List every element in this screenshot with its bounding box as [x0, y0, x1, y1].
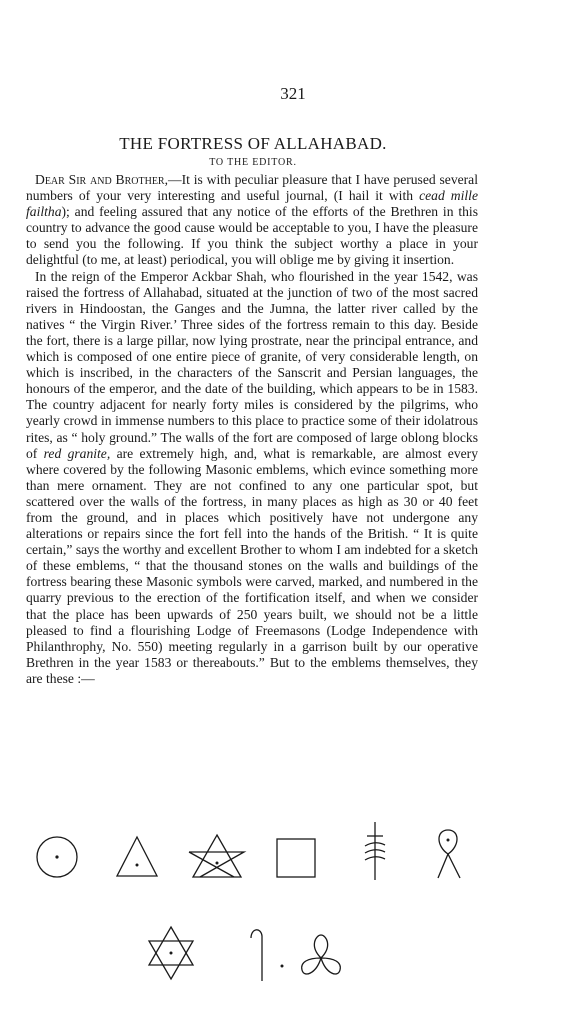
hook-mark-icon [246, 924, 270, 984]
article-body [26, 172, 478, 687]
barred-staff-icon [360, 820, 390, 882]
article-title: THE FORTRESS OF ALLAHABAD. [119, 134, 387, 153]
article-subtitle: TO THE EDITOR. [209, 157, 297, 168]
triangle-with-point-icon [114, 834, 160, 880]
paragraph-2-italic: red granite, [43, 445, 111, 461]
square-icon [274, 836, 318, 880]
masonic-emblems [0, 820, 586, 1010]
paragraph-2 [26, 269, 478, 687]
small-point-icon [278, 962, 286, 970]
paragraph-2-text-b: are extremely high, and, what is remarkable, are almost every where covered by the following Masonic emblems, which evince something more than mere ornament. They are not confined to any one particular spot, but scattered over the walls of the fortress, in many places as high as 30 or 40 feet from the ground, and in places which positively have not undergone any alterations or repairs since the fort fell into the hands of the British. “ It is quite certain,” says the worthy and excellent Brother to whom I am indebted for a sketch of these emblems, “ that the thousand stones on the walls and buildings of the fortress bearing these Masonic symbols were carved, marked, and numbered in the quarry previous to the erection of the fortification itself, and when we consider that the place has been upwards of 250 years built, we should not be a little pleased to find a flourishing Lodge of Freemasons (Lodge Independence with Philanthrophy, No. 550) meeting regularly in a garrison built by our operative Brethren in the year 1583 or thereabouts.” But to the emblems themselves, they are these :— [26, 445, 478, 686]
salutation: Dear Sir and Brother, [35, 172, 168, 187]
paragraph-2-text-a: In the reign of the Emperor Ackbar Shah, who flourished in the year 1542, was raised the fortress of Allahabad, situated at the junction of two of the most sacred rivers in Hindoostan, the Ganges and the Jumna, the latter river called by the natives “ the Virgin River.’ Three sides of the fortress remain to this day. Beside the fort, there is a large pillar, now lying prostrate, near the principal entrance, and which is composed of one entire piece of granite, of very considerable length, on which is inscribed, in the characters of the Sanscrit and Persian languages, the honours of the emperor, and the date of the building, which appears to be in 1583. The country adjacent for nearly forty miles is considered by the pilgrims, who yearly crowd in immense numbers to this place to practice some of their idolatrous rites, as “ holy ground.” The walls of the fort are composed of large oblong blocks of [26, 268, 478, 461]
paragraph-1-text-a: —It is with peculiar pleasure that I have perused several numbers of your very interesting and useful journal, (I hail it with [26, 172, 478, 204]
page-number: 321 [280, 84, 306, 103]
looped-cord-icon [430, 824, 466, 882]
paragraph-1-text-b: ); and feeling assured that any notice of the efforts of the Brethren in this country to advance the good cause would be acceptable to you, I have the pleasure to send you the following. If you think the subject worthy a place in your delightful (to me, at least) periodical, you will oblige me by giving it insertion. [26, 204, 478, 268]
circle-with-point-icon [34, 834, 80, 880]
trefoil-knot-icon [294, 932, 348, 982]
paragraph-1-italic: cead mille failtha [26, 188, 478, 220]
star-of-triangles-icon [186, 832, 248, 882]
hexagram-with-point-icon [144, 924, 198, 982]
paragraph-1 [26, 172, 478, 269]
